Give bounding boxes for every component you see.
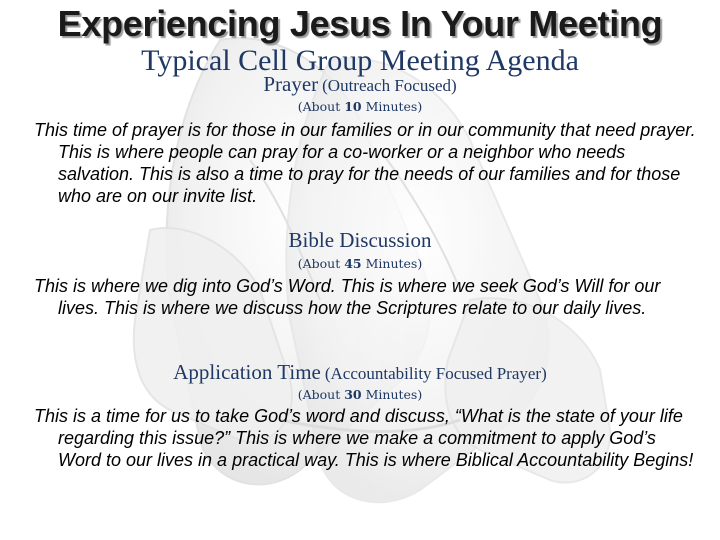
duration-number: 45 (344, 256, 362, 271)
section-heading-prayer (0, 72, 720, 97)
section-body-bible-discussion: This is where we dig into God’s Word. This is where we seek God’s Will for our lives. This is where we discuss how the Scriptures relate to our daily lives. (34, 276, 661, 318)
section-heading-label: Prayer (263, 72, 319, 96)
section-duration-application-time (0, 387, 720, 402)
section-heading-application-time (0, 360, 720, 385)
section-heading-bible-discussion (0, 228, 720, 253)
section-body-application-time: This is a time for us to take God’s word and discuss, “What is the state of your life regarding this issue?” This is where we make a commitment to apply God’s Word to our lives in a practical way. This is where Biblical Accountability Begins! (34, 406, 694, 470)
duration-suffix: Minutes) (361, 99, 423, 114)
duration-suffix: Minutes) (361, 387, 423, 402)
duration-prefix: (About (297, 99, 345, 114)
duration-prefix: (About (297, 387, 345, 402)
duration-number: 30 (344, 387, 362, 402)
section-duration-prayer (0, 99, 720, 114)
duration-number: 10 (344, 99, 362, 114)
page-title: Experiencing Jesus In Your Meeting (57, 3, 663, 44)
section-heading-note: (Accountability Focused Prayer) (324, 364, 547, 383)
section-heading-label: Application Time (173, 360, 321, 384)
duration-prefix: (About (297, 256, 345, 271)
section-body-prayer: This time of prayer is for those in our families or in our community that need prayer. This is where people can pray for a co-worker or a neighbor who needs salvation. This is also a time to pray for the needs of our families and for those who are on our invite list. (34, 120, 696, 206)
section-heading-note: (Outreach Focused) (322, 76, 457, 95)
section-duration-bible-discussion (0, 256, 720, 271)
section-heading-label: Bible Discussion (288, 228, 432, 252)
duration-suffix: Minutes) (361, 256, 423, 271)
page-subtitle: Typical Cell Group Meeting Agenda (141, 44, 579, 77)
